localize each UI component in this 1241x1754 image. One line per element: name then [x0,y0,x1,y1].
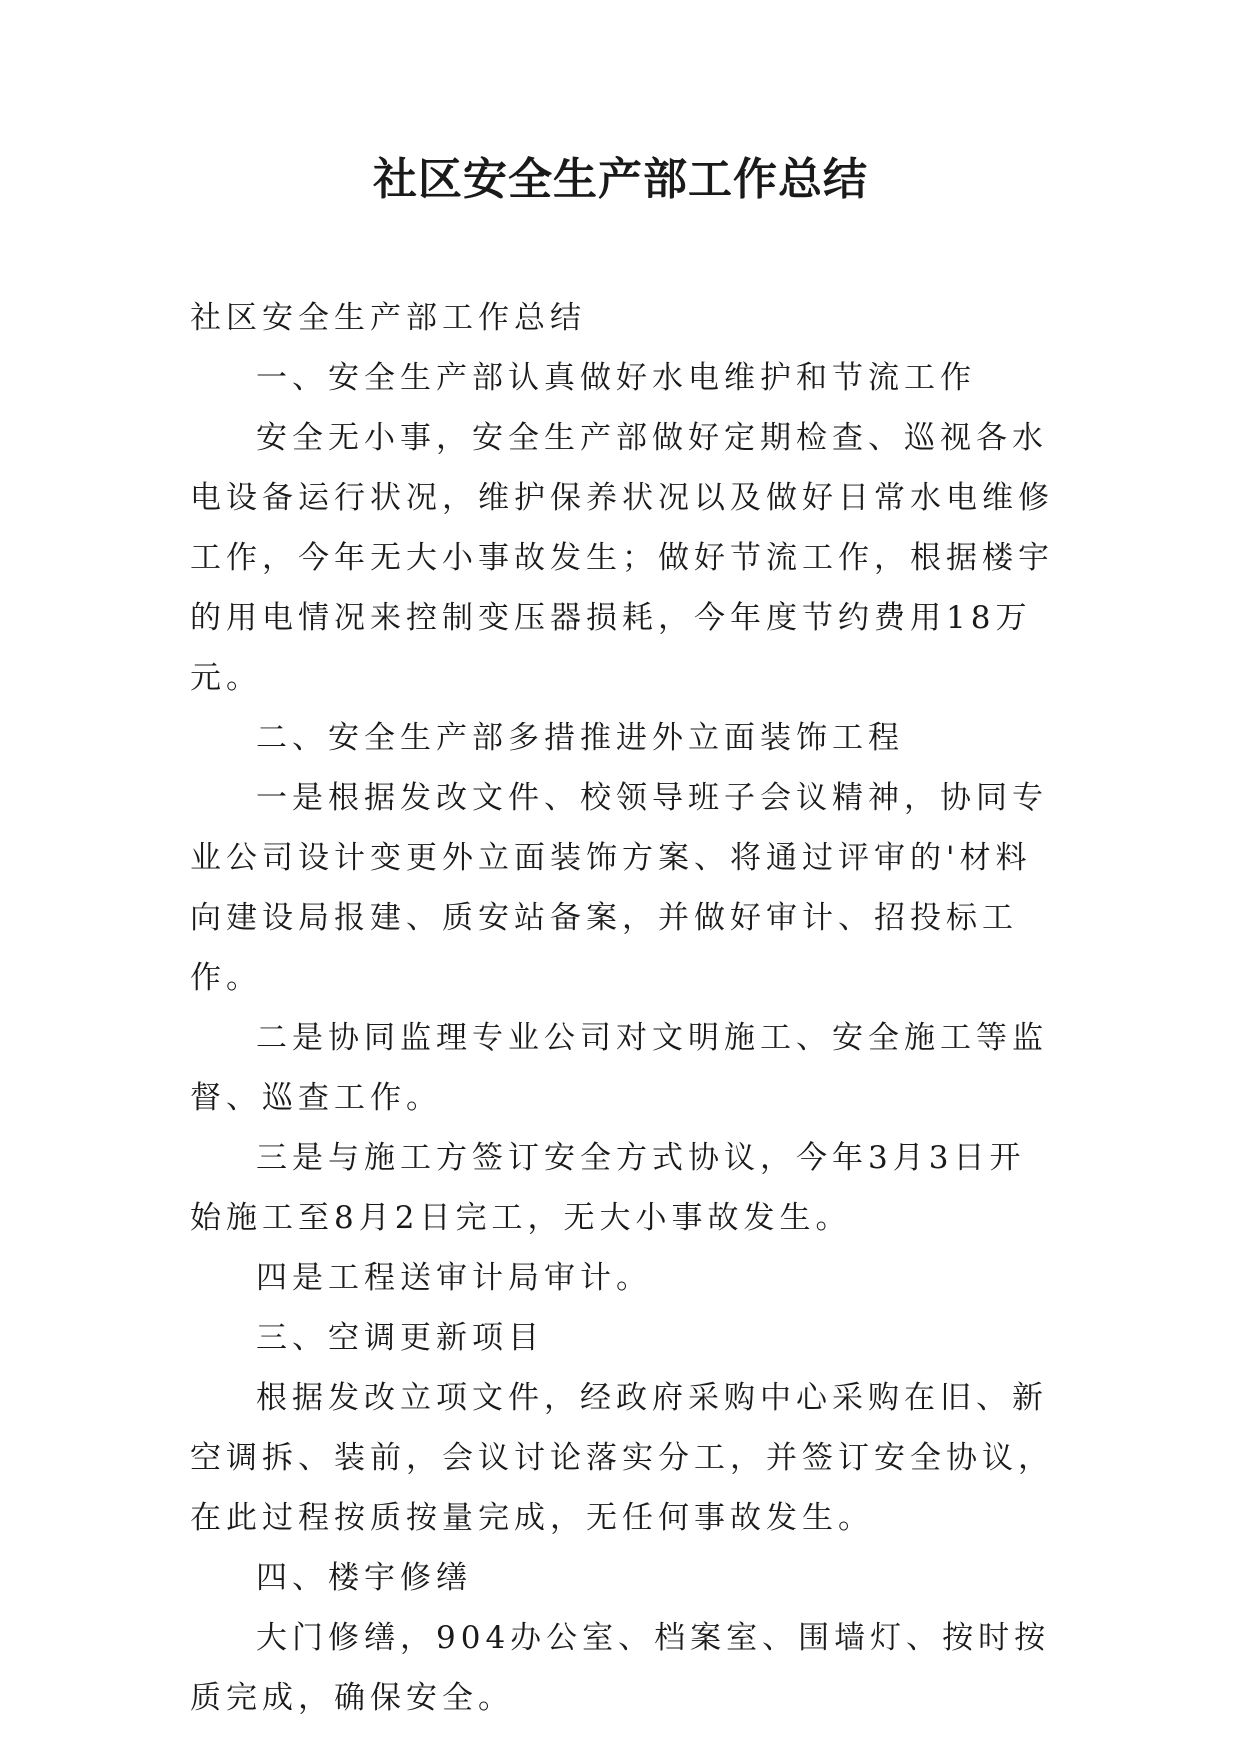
paragraph: 一是根据发改文件、校领导班子会议精神，协同专业公司设计变更外立面装饰方案、将通过评审的'材料向建设局报建、质安站备案，并做好审计、招投标工作。 [190,780,1048,996]
section-heading-2: 二、安全生产部多措推进外立面装饰工程 [256,720,904,756]
paragraph: 二是协同监理专业公司对文明施工、安全施工等监督、巡查工作。 [190,1020,1048,1116]
paragraph: 四是工程送审计局审计。 [256,1260,652,1296]
paragraph: 根据发改立项文件，经政府采购中心采购在旧、新空调拆、装前，会议讨论落实分工，并签订安全协议，在此过程按质按量完成，无任何事故发生。 [190,1380,1054,1536]
paragraph: 安全无小事，安全生产部做好定期检查、巡视各水电设备运行状况，维护保养状况以及做好日常水电维修工作，今年无大小事故发生；做好节流工作，根据楼宇的用电情况来控制变压器损耗，今年度节约费用18万元。 [190,420,1054,696]
section-heading-4: 四、楼宇修缮 [256,1560,472,1596]
section-heading-1: 一、安全生产部认真做好水电维护和节流工作 [256,360,976,396]
document-body [190,288,1060,1728]
section-heading-3: 三、空调更新项目 [256,1320,544,1356]
document-title: 社区安全生产部工作总结 [373,154,868,205]
paragraph: 大门修缮，904办公室、档案室、围墙灯、按时按质完成，确保安全。 [190,1620,1051,1716]
paragraph: 三是与施工方签订安全方式协议，今年3月3日开始施工至8月2日完工，无大小事故发生。 [190,1140,1026,1236]
paragraph-heading: 社区安全生产部工作总结 [190,300,586,336]
